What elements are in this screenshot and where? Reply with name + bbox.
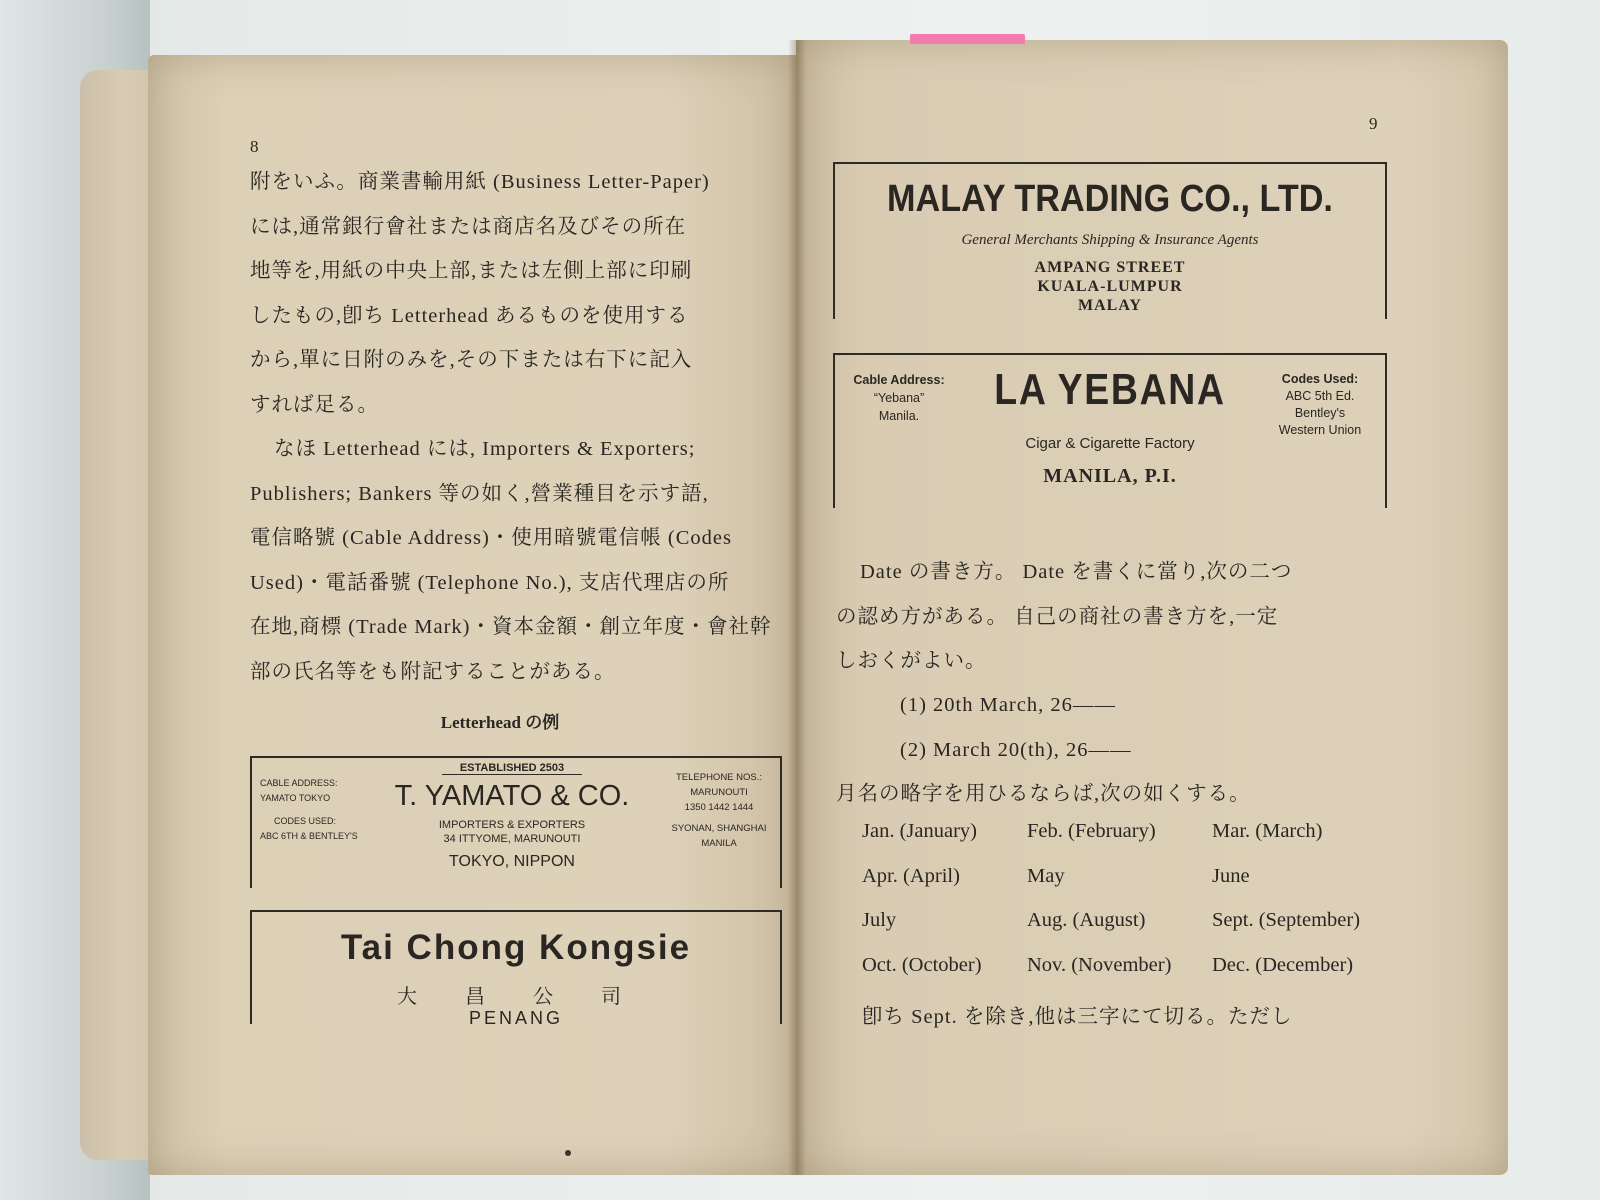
yamato-address	[402, 818, 622, 846]
cable-label: CABLE ADDRESS:	[260, 778, 338, 788]
yebana-subtitle: Cigar & Cigarette Factory	[1025, 435, 1195, 452]
text-line: したもの,卽ち Letterhead あるものを使用する	[250, 304, 689, 327]
malay-tagline: General Merchants Shipping & Insurance Agents	[961, 232, 1259, 248]
yamato-telephone	[664, 770, 774, 851]
page-number-left: 8	[250, 137, 259, 156]
month-cell: Mar. (March)	[1212, 820, 1323, 842]
text-line: 在地,商標 (Trade Mark)・資本金額・創立年度・會社幹	[250, 616, 772, 638]
malay-address	[835, 258, 1385, 315]
month-cell: Feb. (February)	[1027, 820, 1156, 842]
text-line: Publishers; Bankers 等の如く,營業種目を示す語,	[250, 482, 709, 505]
letterhead-caption: Letterhead の例	[440, 713, 560, 732]
text-line: 電信略號 (Cable Address)・使用暗號電信帳 (Codes	[250, 527, 732, 549]
month-cell: Sept. (September)	[1212, 909, 1361, 931]
tel-line1: MARUNOUTI	[690, 787, 748, 798]
paragraph-letter-paper	[250, 160, 710, 427]
text-line: Used)・電話番號 (Telephone No.), 支店代理店の所	[250, 571, 730, 594]
yamato-line1: IMPORTERS & EXPORTERS	[438, 819, 586, 831]
taichong-letterhead	[250, 910, 782, 1028]
yebana-letterhead	[833, 353, 1387, 508]
yebana-cable	[849, 371, 949, 425]
codes-2: Bentley's	[1294, 406, 1346, 420]
cable-value: YAMATO TOKYO	[260, 793, 331, 803]
yamato-line2: 34 ITTYOME, MARUNOUTI	[443, 833, 581, 845]
yamato-city: TOKYO, NIPPON	[449, 853, 575, 870]
malay-letterhead	[833, 162, 1387, 319]
closing-line: 卽ち Sept. を除き,他は三字にて切る。ただし	[862, 1006, 1293, 1028]
month-cell: May	[1027, 864, 1065, 887]
codes-label: Codes Used:	[1281, 372, 1359, 386]
text-line: 部の氏名等をも附記することがある。	[250, 660, 616, 683]
yebana-codes	[1265, 371, 1375, 439]
date-example-2: (2) March 20(th), 26——	[900, 738, 1132, 761]
yamato-letterhead	[250, 756, 782, 888]
codes-label: CODES USED:	[274, 816, 337, 826]
text-line: すれば足る。	[250, 393, 379, 416]
month-cell: Apr. (April)	[862, 864, 960, 887]
text-line: 附をいふ。商業書輸用紙 (Business Letter-Paper)	[250, 171, 710, 193]
cable-label: Cable Address:	[853, 373, 945, 387]
month-cell: July	[862, 909, 897, 931]
text-line: しおくがよい。	[836, 650, 987, 672]
date-examples	[900, 683, 1132, 772]
cable-city: Manila.	[878, 409, 920, 423]
cable-value: “Yebana”	[873, 391, 925, 405]
tel-line2: 1350 1442 1444	[684, 802, 754, 813]
month-cell: Dec. (December)	[1212, 953, 1354, 976]
date-example-1: (1) 20th March, 26——	[900, 694, 1116, 716]
malay-line1: AMPANG STREET	[1034, 259, 1186, 276]
yebana-city: MANILA, P.I.	[1043, 465, 1177, 487]
abbrev-intro: 月名の略字を用ひるならば,次の如くする。	[836, 783, 1251, 805]
text-line: Date の書き方。 Date を書くに當り,次の二つ	[860, 561, 1293, 583]
page-number-right: 9	[1369, 114, 1378, 133]
month-cell: Jan. (January)	[862, 820, 977, 842]
text-line: には,通常銀行會社または商店名及びその所在	[250, 215, 687, 238]
text-line: なほ Letterhead には, Importers & Exporters;	[274, 438, 696, 460]
month-cell: June	[1212, 864, 1250, 887]
yamato-cable	[260, 776, 358, 844]
yamato-established: ESTABLISHED 2503	[442, 762, 582, 775]
page-ink-spot	[565, 1150, 571, 1156]
branches-line2: MANILA	[701, 838, 737, 849]
book-gutter	[788, 40, 806, 1175]
taichong-chinese: 大 昌 公 司	[397, 986, 635, 1008]
malay-name: MALAY TRADING CO., LTD.	[887, 178, 1333, 220]
tel-label: TELEPHONE NOS.:	[675, 772, 763, 783]
malay-line3: MALAY	[1078, 297, 1142, 314]
codes-1: ABC 5th Ed.	[1285, 389, 1355, 403]
paragraph-letterhead	[250, 427, 772, 694]
paragraph-date	[836, 550, 1292, 684]
text-line: から,單に日附のみを,その下または右下に記入	[250, 349, 693, 371]
taichong-name: Tai Chong Kongsie	[340, 928, 692, 967]
text-line: の認め方がある。 自己の商社の書き方を,一定	[836, 605, 1279, 628]
bookmark-tab	[910, 34, 1025, 44]
yamato-name: T. YAMATO & CO.	[394, 780, 630, 812]
month-cell: Aug. (August)	[1027, 909, 1146, 931]
month-cell: Nov. (November)	[1027, 953, 1172, 976]
codes-3: Western Union	[1278, 423, 1362, 437]
text-line: 地等を,用紙の中央上部,または左側上部に印刷	[250, 260, 693, 282]
malay-line2: KUALA-LUMPUR	[1037, 278, 1183, 295]
yebana-name: LA YEBANA	[994, 365, 1226, 414]
branches-line1: SYONAN, SHANGHAI	[671, 823, 767, 834]
codes-value: ABC 6TH & BENTLEY'S	[260, 831, 358, 841]
taichong-city: PENANG	[468, 1008, 564, 1028]
month-cell: Oct. (October)	[862, 953, 982, 976]
